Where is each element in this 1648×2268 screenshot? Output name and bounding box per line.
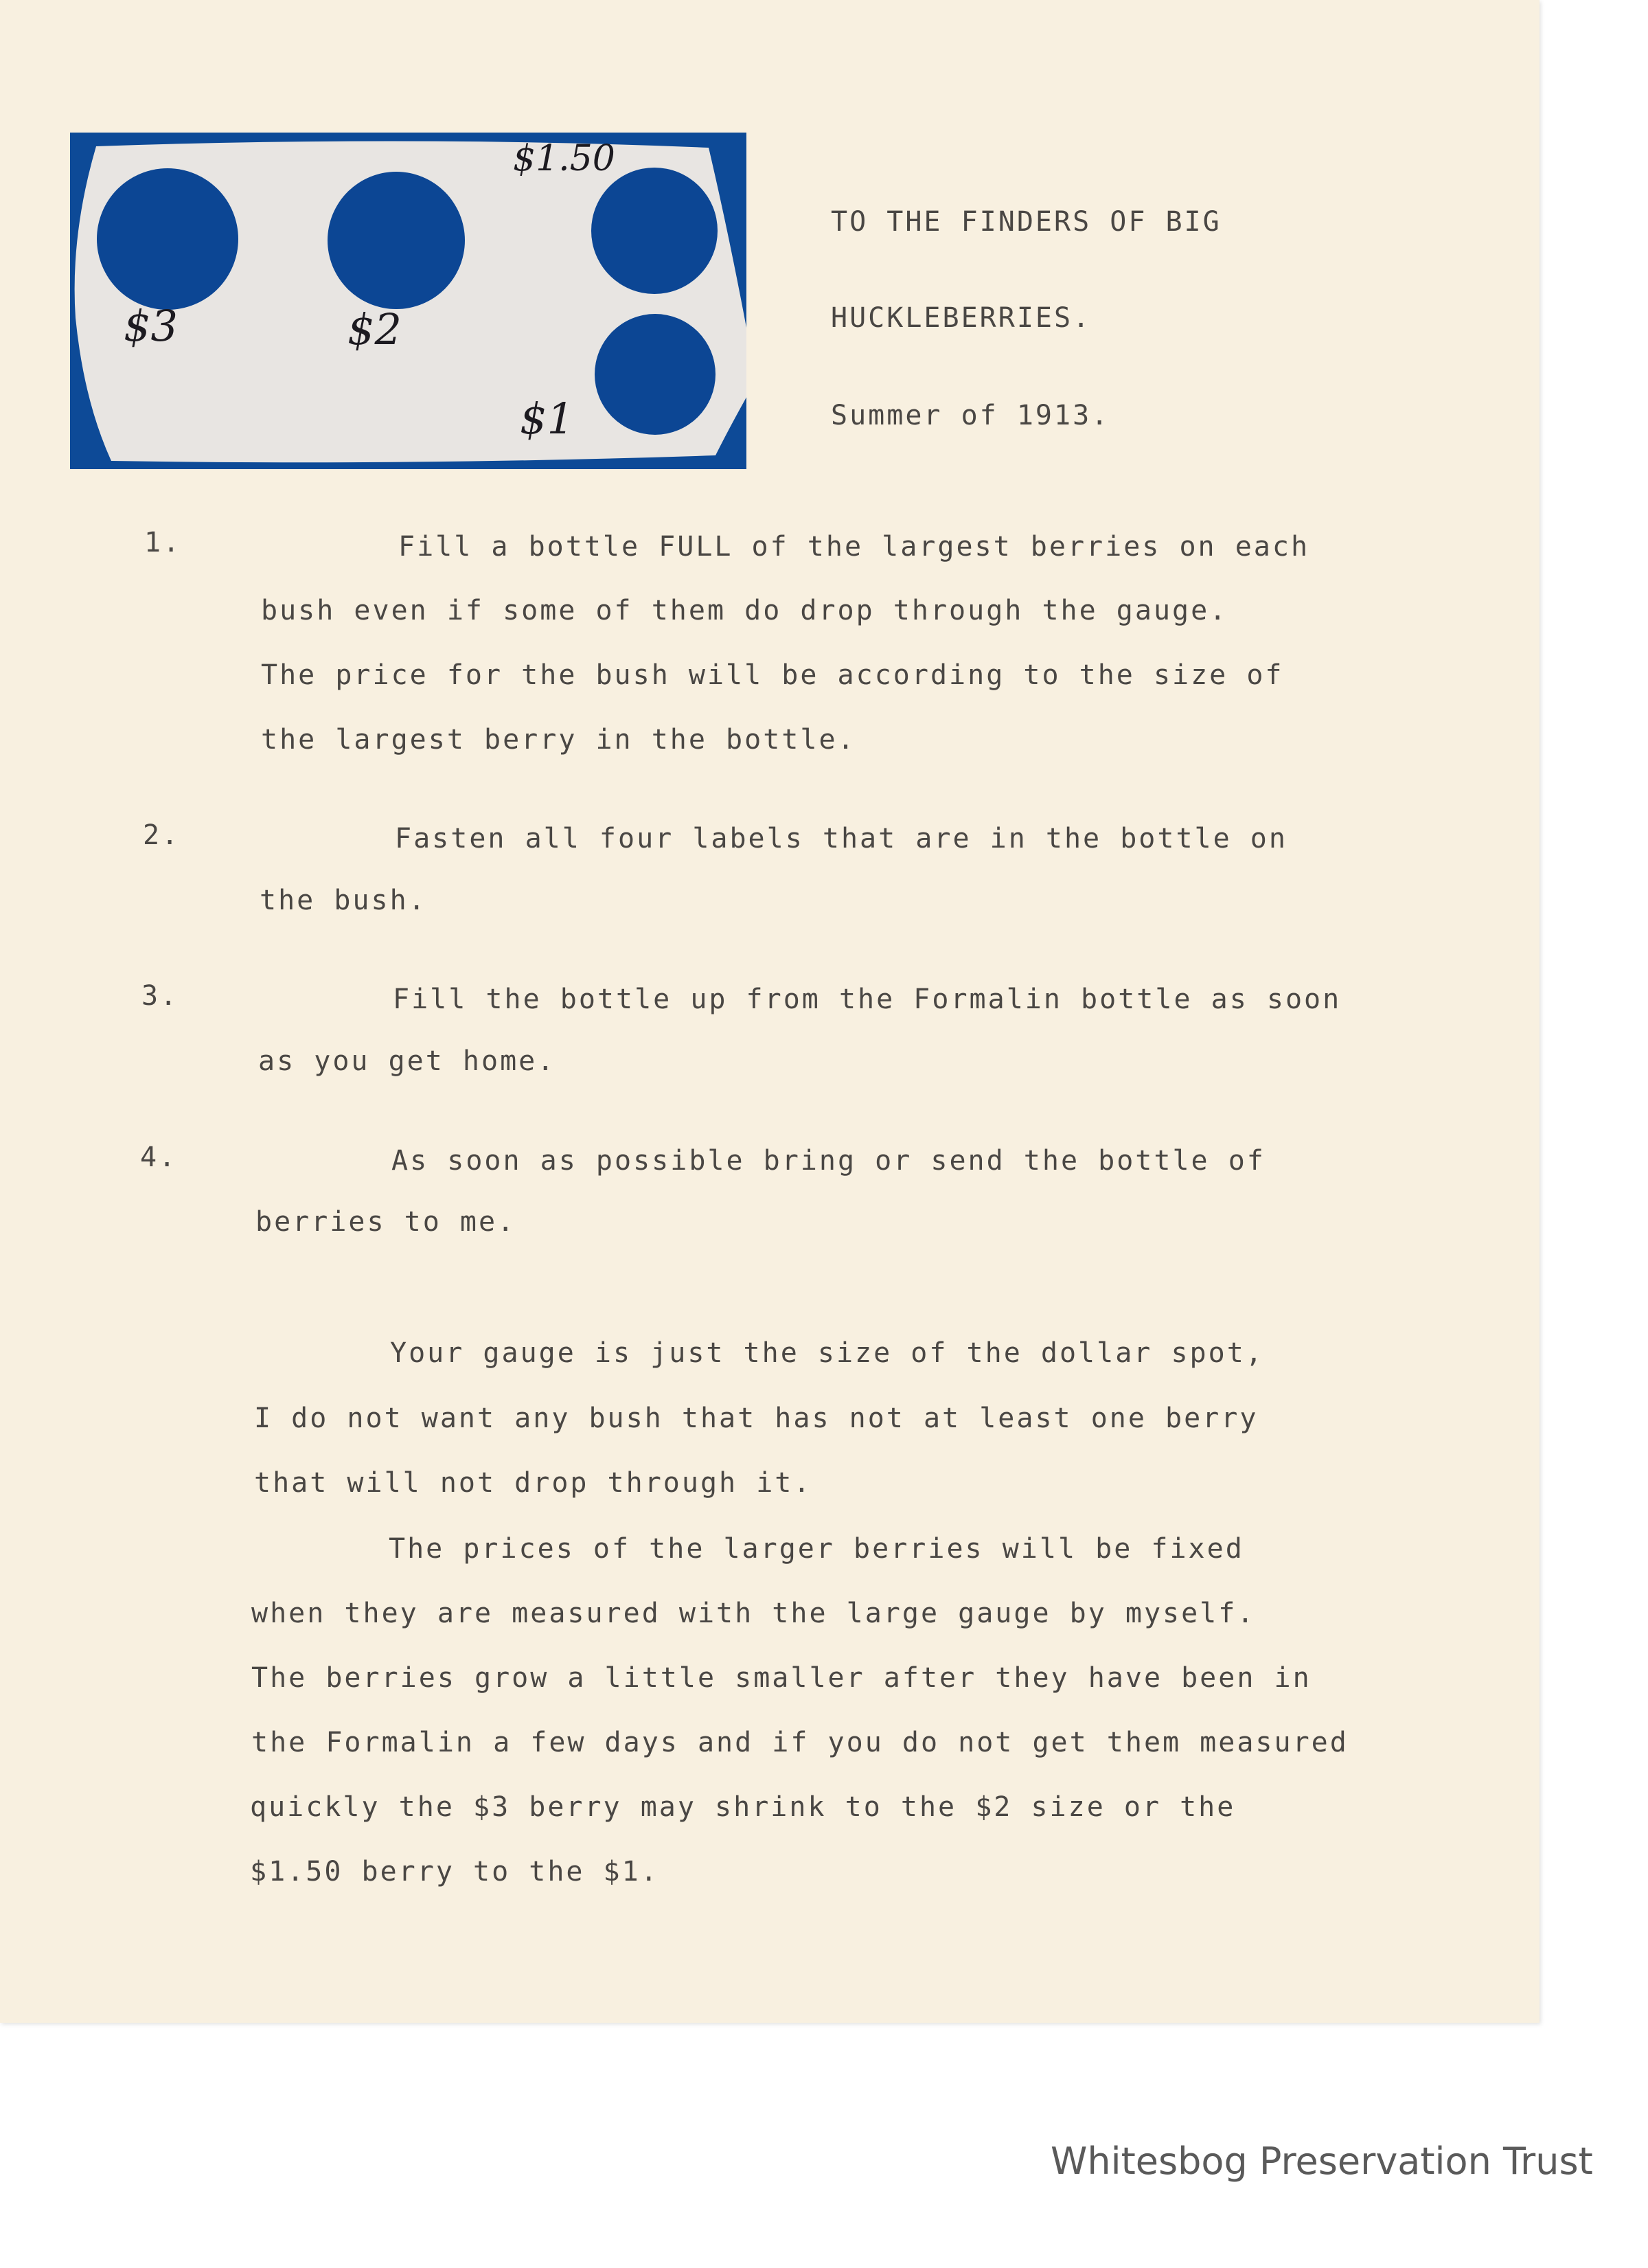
item-3-line-2: as you get home. <box>258 1045 556 1077</box>
header-line-1: TO THE FINDERS OF BIG <box>831 206 1222 238</box>
gauge-label-2: $2 <box>347 304 402 354</box>
closing-p2-line-1: The prices of the larger berries will be fixed <box>389 1533 1244 1565</box>
item-1-line-3: The price for the bush will be according to the size of <box>261 659 1284 691</box>
closing-p1-line-2: I do not want any bush that has not at least one berry <box>254 1403 1259 1434</box>
item-3-number: 3. <box>141 980 179 1012</box>
gauge-label-1-50: $1.50 <box>513 138 615 179</box>
gauge-label-1: $1 <box>520 394 574 444</box>
item-2-line-1: Fasten all four labels that are in the bottle on <box>395 823 1288 854</box>
closing-p1-line-1: Your gauge is just the size of the dollar spot, <box>390 1337 1264 1369</box>
header-line-2: HUCKLEBERRIES. <box>831 302 1092 334</box>
closing-p2-line-2: when they are measured with the large gauge by myself. <box>251 1598 1256 1629</box>
closing-p2-line-5: quickly the $3 berry may shrink to the $2 size or the <box>250 1791 1236 1823</box>
gauge-hole-1-50 <box>591 168 718 294</box>
gauge-hole-1 <box>595 314 716 435</box>
item-1-line-2: bush even if some of them do drop through the gauge. <box>261 595 1228 626</box>
gauge-label-3: $3 <box>124 301 178 351</box>
closing-p2-line-3: The berries grow a little smaller after they have been in <box>251 1662 1312 1694</box>
gauge-hole-3 <box>97 168 238 310</box>
item-4-number: 4. <box>140 1142 178 1173</box>
item-1-number: 1. <box>144 527 182 558</box>
watermark-credit: Whitesbog Preservation Trust <box>1051 2140 1593 2183</box>
closing-p2-line-4: the Formalin a few days and if you do not get them measured <box>251 1727 1349 1758</box>
header-line-3: Summer of 1913. <box>831 400 1110 431</box>
item-1-line-1: Fill a bottle FULL of the largest berries on each <box>398 531 1310 563</box>
item-4-line-1: As soon as possible bring or send the bottle of <box>391 1145 1266 1177</box>
berry-gauge-card <box>70 133 746 469</box>
item-4-line-2: berries to me. <box>255 1206 516 1238</box>
closing-p1-line-3: that will not drop through it. <box>254 1467 812 1499</box>
item-1-line-4: the largest berry in the bottle. <box>261 724 856 756</box>
item-3-line-1: Fill the bottle up from the Formalin bottle as soon <box>393 984 1342 1015</box>
gauge-hole-2 <box>328 172 465 309</box>
item-2-number: 2. <box>143 819 181 851</box>
closing-p2-line-6: $1.50 berry to the $1. <box>250 1856 659 1887</box>
item-2-line-2: the bush. <box>260 885 427 916</box>
